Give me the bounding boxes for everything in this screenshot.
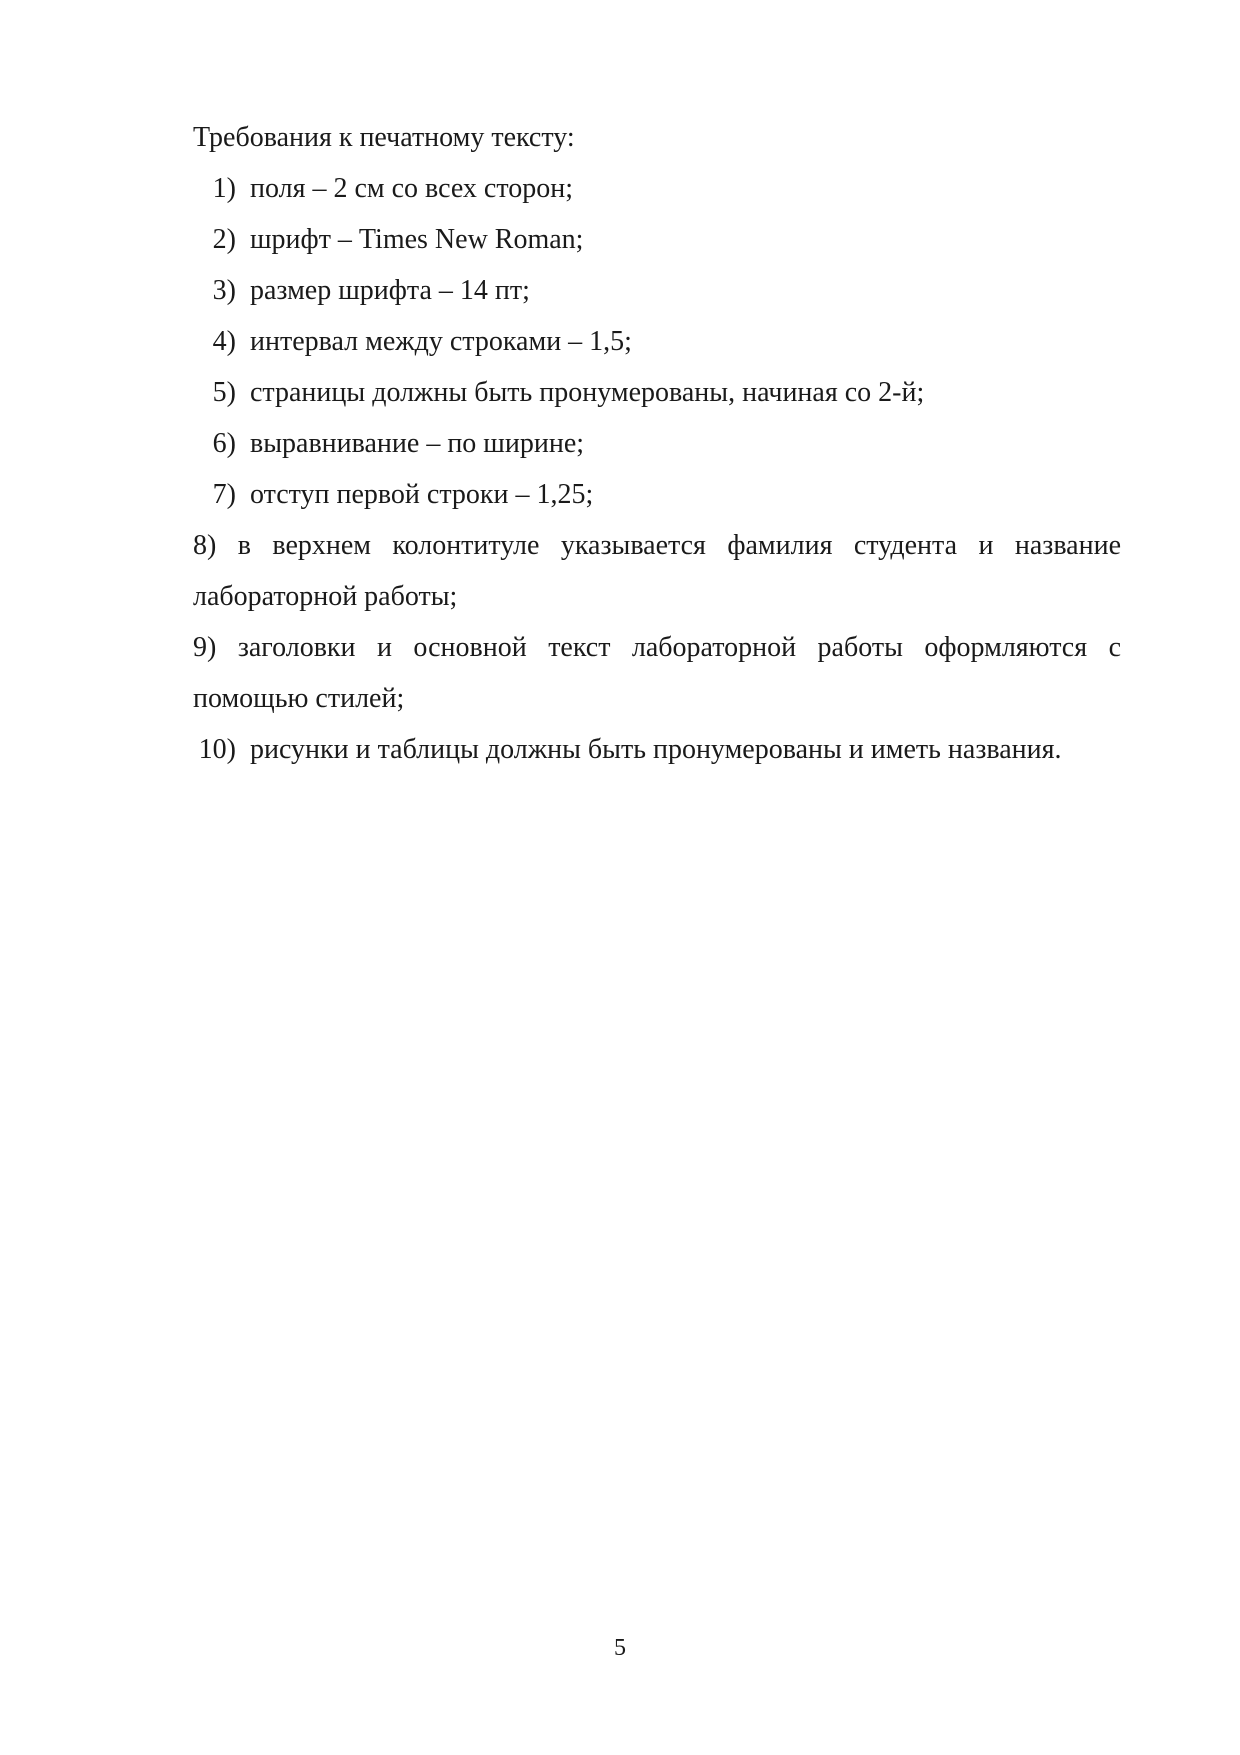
list-item (193, 520, 1121, 622)
list-item-text: рисунки и таблицы должны быть пронумерованы и иметь названия. (250, 734, 1062, 765)
list-item-number: 5) (212, 377, 236, 408)
requirements-list (193, 163, 1121, 775)
list-item-number: 2) (212, 224, 236, 255)
list-item-text: в верхнем колонтитуле указывается фамилия студента и название (237, 530, 1122, 561)
list-item-continuation: лабораторной работы; (193, 581, 458, 612)
list-item (193, 265, 1121, 316)
list-item (193, 163, 1121, 214)
list-item-first-line (193, 622, 1121, 673)
list-item (193, 367, 1121, 418)
list-item (193, 622, 1121, 724)
list-item-number: 6) (212, 428, 236, 459)
list-item-number: 7) (212, 479, 236, 510)
list-item-number: 10) (198, 734, 236, 765)
list-item-number: 9) (193, 632, 217, 663)
list-item-number: 3) (212, 275, 236, 306)
list-item-text: страницы должны быть пронумерованы, начиная со 2-й; (250, 377, 925, 408)
list-item-text: поля – 2 см со всех сторон; (250, 173, 573, 204)
list-item-text: выравнивание – по ширине; (250, 428, 585, 459)
list-item-continuation: помощью стилей; (193, 683, 405, 714)
list-item-text: интервал между строками – 1,5; (250, 326, 632, 357)
list-item-number: 8) (193, 530, 217, 561)
list-item-text: отступ первой строки – 1,25; (250, 479, 594, 510)
list-item-text: размер шрифта – 14 пт; (250, 275, 530, 306)
document-body (193, 112, 1121, 775)
list-item (193, 214, 1121, 265)
list-item-number: 4) (212, 326, 236, 357)
list-item-text: шрифт – Times New Roman; (250, 224, 584, 255)
requirements-heading: Требования к печатному тексту: (193, 122, 575, 153)
list-item (193, 469, 1121, 520)
list-item (193, 418, 1121, 469)
list-item-number: 1) (212, 173, 236, 204)
list-item-text: заголовки и основной текст лабораторной работы оформляются с (237, 632, 1122, 663)
list-item-first-line (193, 520, 1121, 571)
list-item (179, 724, 1121, 775)
page-number: 5 (614, 1635, 626, 1661)
list-item (193, 316, 1121, 367)
